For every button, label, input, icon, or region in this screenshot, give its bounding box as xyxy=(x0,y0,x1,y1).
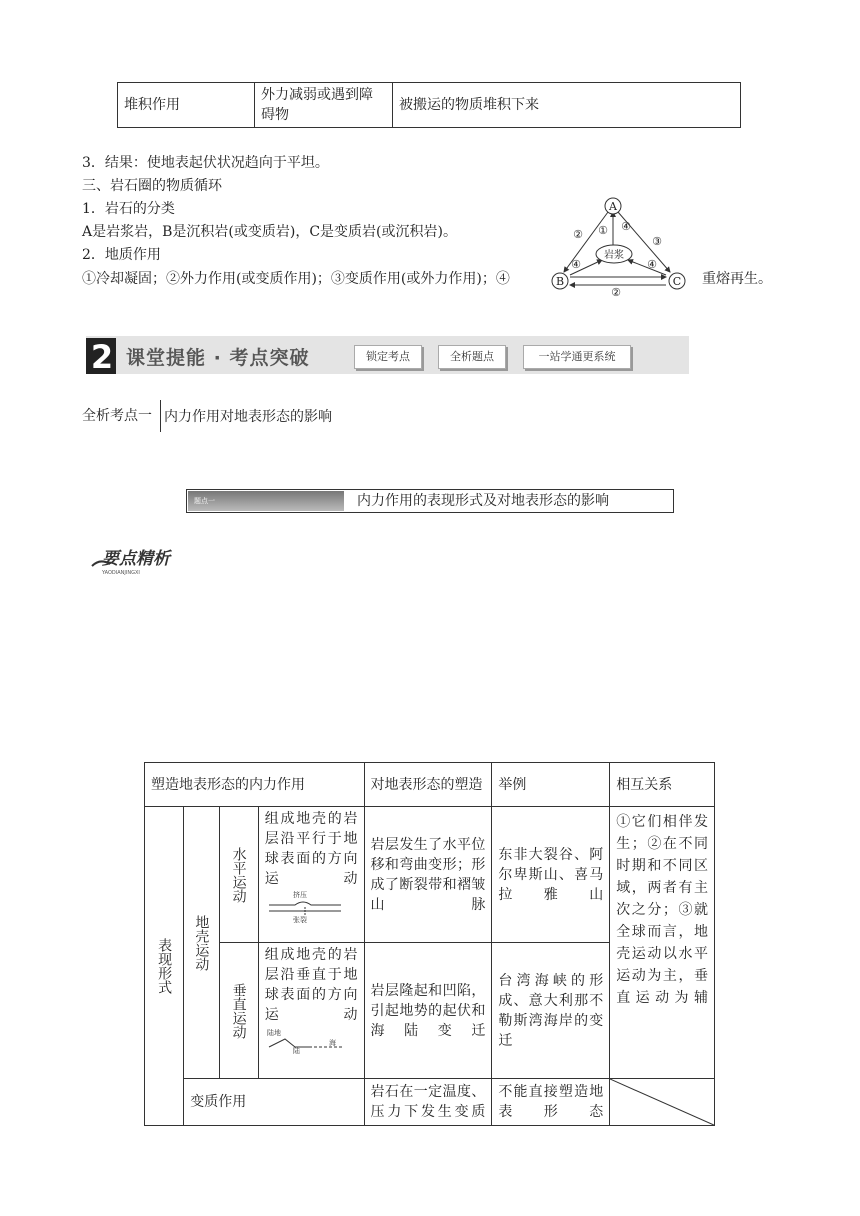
node-label: C xyxy=(672,275,682,288)
arrow-label: ④ xyxy=(571,258,581,271)
arrow-label: ① xyxy=(598,224,608,237)
svg-text:YAODIANJINGXI: YAODIANJINGXI xyxy=(102,570,140,576)
header-relation: 相互关系 xyxy=(610,763,715,807)
form-label: 表现形式 xyxy=(145,807,184,1126)
vertical-example: 台湾海峡的形成、意大利那不勒斯湾海岸的变迁 xyxy=(492,943,610,1079)
section-label: 全析考点一 xyxy=(82,408,152,424)
arrow-label: ② xyxy=(611,286,621,298)
svg-text:要点精析: 要点精析 xyxy=(102,549,170,569)
vertical-movement-desc: 组成地壳的岩层沿垂直于地球表面的方向运动 xyxy=(264,947,358,1023)
header-inner-force: 塑造地表形态的内力作用 xyxy=(145,763,365,807)
vertical-movement-figure xyxy=(265,1025,345,1055)
arrow-label: ③ xyxy=(652,235,662,248)
banner-number-icon xyxy=(86,334,118,374)
svg-text:陆: 陆 xyxy=(292,1047,300,1055)
arrow-label: ④ xyxy=(647,258,657,271)
svg-text:2: 2 xyxy=(90,338,114,374)
empty-diagonal-cell xyxy=(610,1079,715,1126)
top-table-cell: 堆积作用 xyxy=(118,83,255,128)
vertical-effect: 岩层隆起和凹陷，引起地势的起伏和海陆变迁 xyxy=(364,943,492,1079)
vertical-movement-label: 垂直运动 xyxy=(219,943,258,1079)
lock-points-button[interactable]: 锁定考点 xyxy=(354,345,422,369)
horizontal-movement-desc: 组成地壳的岩层沿平行于地球表面的方向运动 xyxy=(264,811,358,887)
metamorphism-label: 变质作用 xyxy=(184,1079,364,1126)
arrow-label: ④ xyxy=(621,220,631,233)
rock-classification-heading: 1．岩石的分类 xyxy=(82,201,175,217)
metamorphism-example: 不能直接塑造地表形态 xyxy=(492,1079,610,1126)
rock-cycle-diagram xyxy=(546,190,696,298)
keypoint-title: 内力作用的表现形式及对地表形态的影响 xyxy=(357,493,609,509)
node-label: 岩浆 xyxy=(604,250,624,261)
horizontal-movement-figure xyxy=(265,889,345,923)
mutual-relation: ①它们相伴发生；②在不同时期和不同区域，两者有主次之分；③就全球而言，地壳运动以水平运动为主，垂直运动为辅 xyxy=(610,807,715,1079)
geologic-action-text-end: 重熔再生。 xyxy=(702,271,772,287)
svg-text:挤压: 挤压 xyxy=(292,891,307,899)
header-effect: 对地表形态的塑造 xyxy=(364,763,492,807)
node-label: A xyxy=(609,200,617,213)
keypoint-box xyxy=(186,489,674,513)
learn-system-button[interactable]: 一站学通更系统 xyxy=(523,345,631,369)
horizontal-movement-label: 水平运动 xyxy=(219,807,258,943)
yaodian-logo xyxy=(90,544,190,578)
crust-movement-label: 地壳运动 xyxy=(184,807,219,1079)
top-table-cell: 被搬运的物质堆积下来 xyxy=(393,83,741,128)
inner-force-table xyxy=(144,762,715,1126)
top-table xyxy=(117,82,741,128)
node-label: B xyxy=(555,275,565,288)
metamorphism-effect: 岩石在一定温度、压力下发生变质 xyxy=(364,1079,492,1126)
horizontal-effect: 岩层发生了水平位移和弯曲变形；形成了断裂带和褶皱山脉 xyxy=(364,807,492,943)
rock-classification-text: A是岩浆岩，B是沉积岩(或变质岩)，C是变质岩(或沉积岩)。 xyxy=(82,224,457,240)
svg-text:海: 海 xyxy=(328,1039,336,1047)
geologic-action-text: ①冷却凝固；②外力作用(或变质作用)；③变质作用(或外力作用)；④ xyxy=(82,271,510,287)
svg-text:张裂: 张裂 xyxy=(292,916,307,923)
section-title: 内力作用对地表形态的影响 xyxy=(164,409,332,425)
section-divider xyxy=(160,400,161,432)
analyze-points-button[interactable]: 全析题点 xyxy=(438,345,506,369)
horizontal-example: 东非大裂谷、阿尔卑斯山、喜马拉雅山 xyxy=(492,807,610,943)
keypoint-tag: 题点一 xyxy=(188,491,344,511)
geologic-action-heading: 2．地质作用 xyxy=(82,247,161,263)
banner-title: 课堂提能 · 考点突破 xyxy=(126,347,310,369)
svg-text:陆地: 陆地 xyxy=(266,1029,281,1037)
header-example: 举例 xyxy=(492,763,610,807)
result-line: 3．结果：使地表起伏状况趋向于平坦。 xyxy=(82,155,329,171)
arrow-label: ② xyxy=(573,228,583,241)
top-table-cell: 外力减弱或遇到障碍物 xyxy=(255,83,393,128)
section-heading: 三、岩石圈的物质循环 xyxy=(82,178,222,194)
